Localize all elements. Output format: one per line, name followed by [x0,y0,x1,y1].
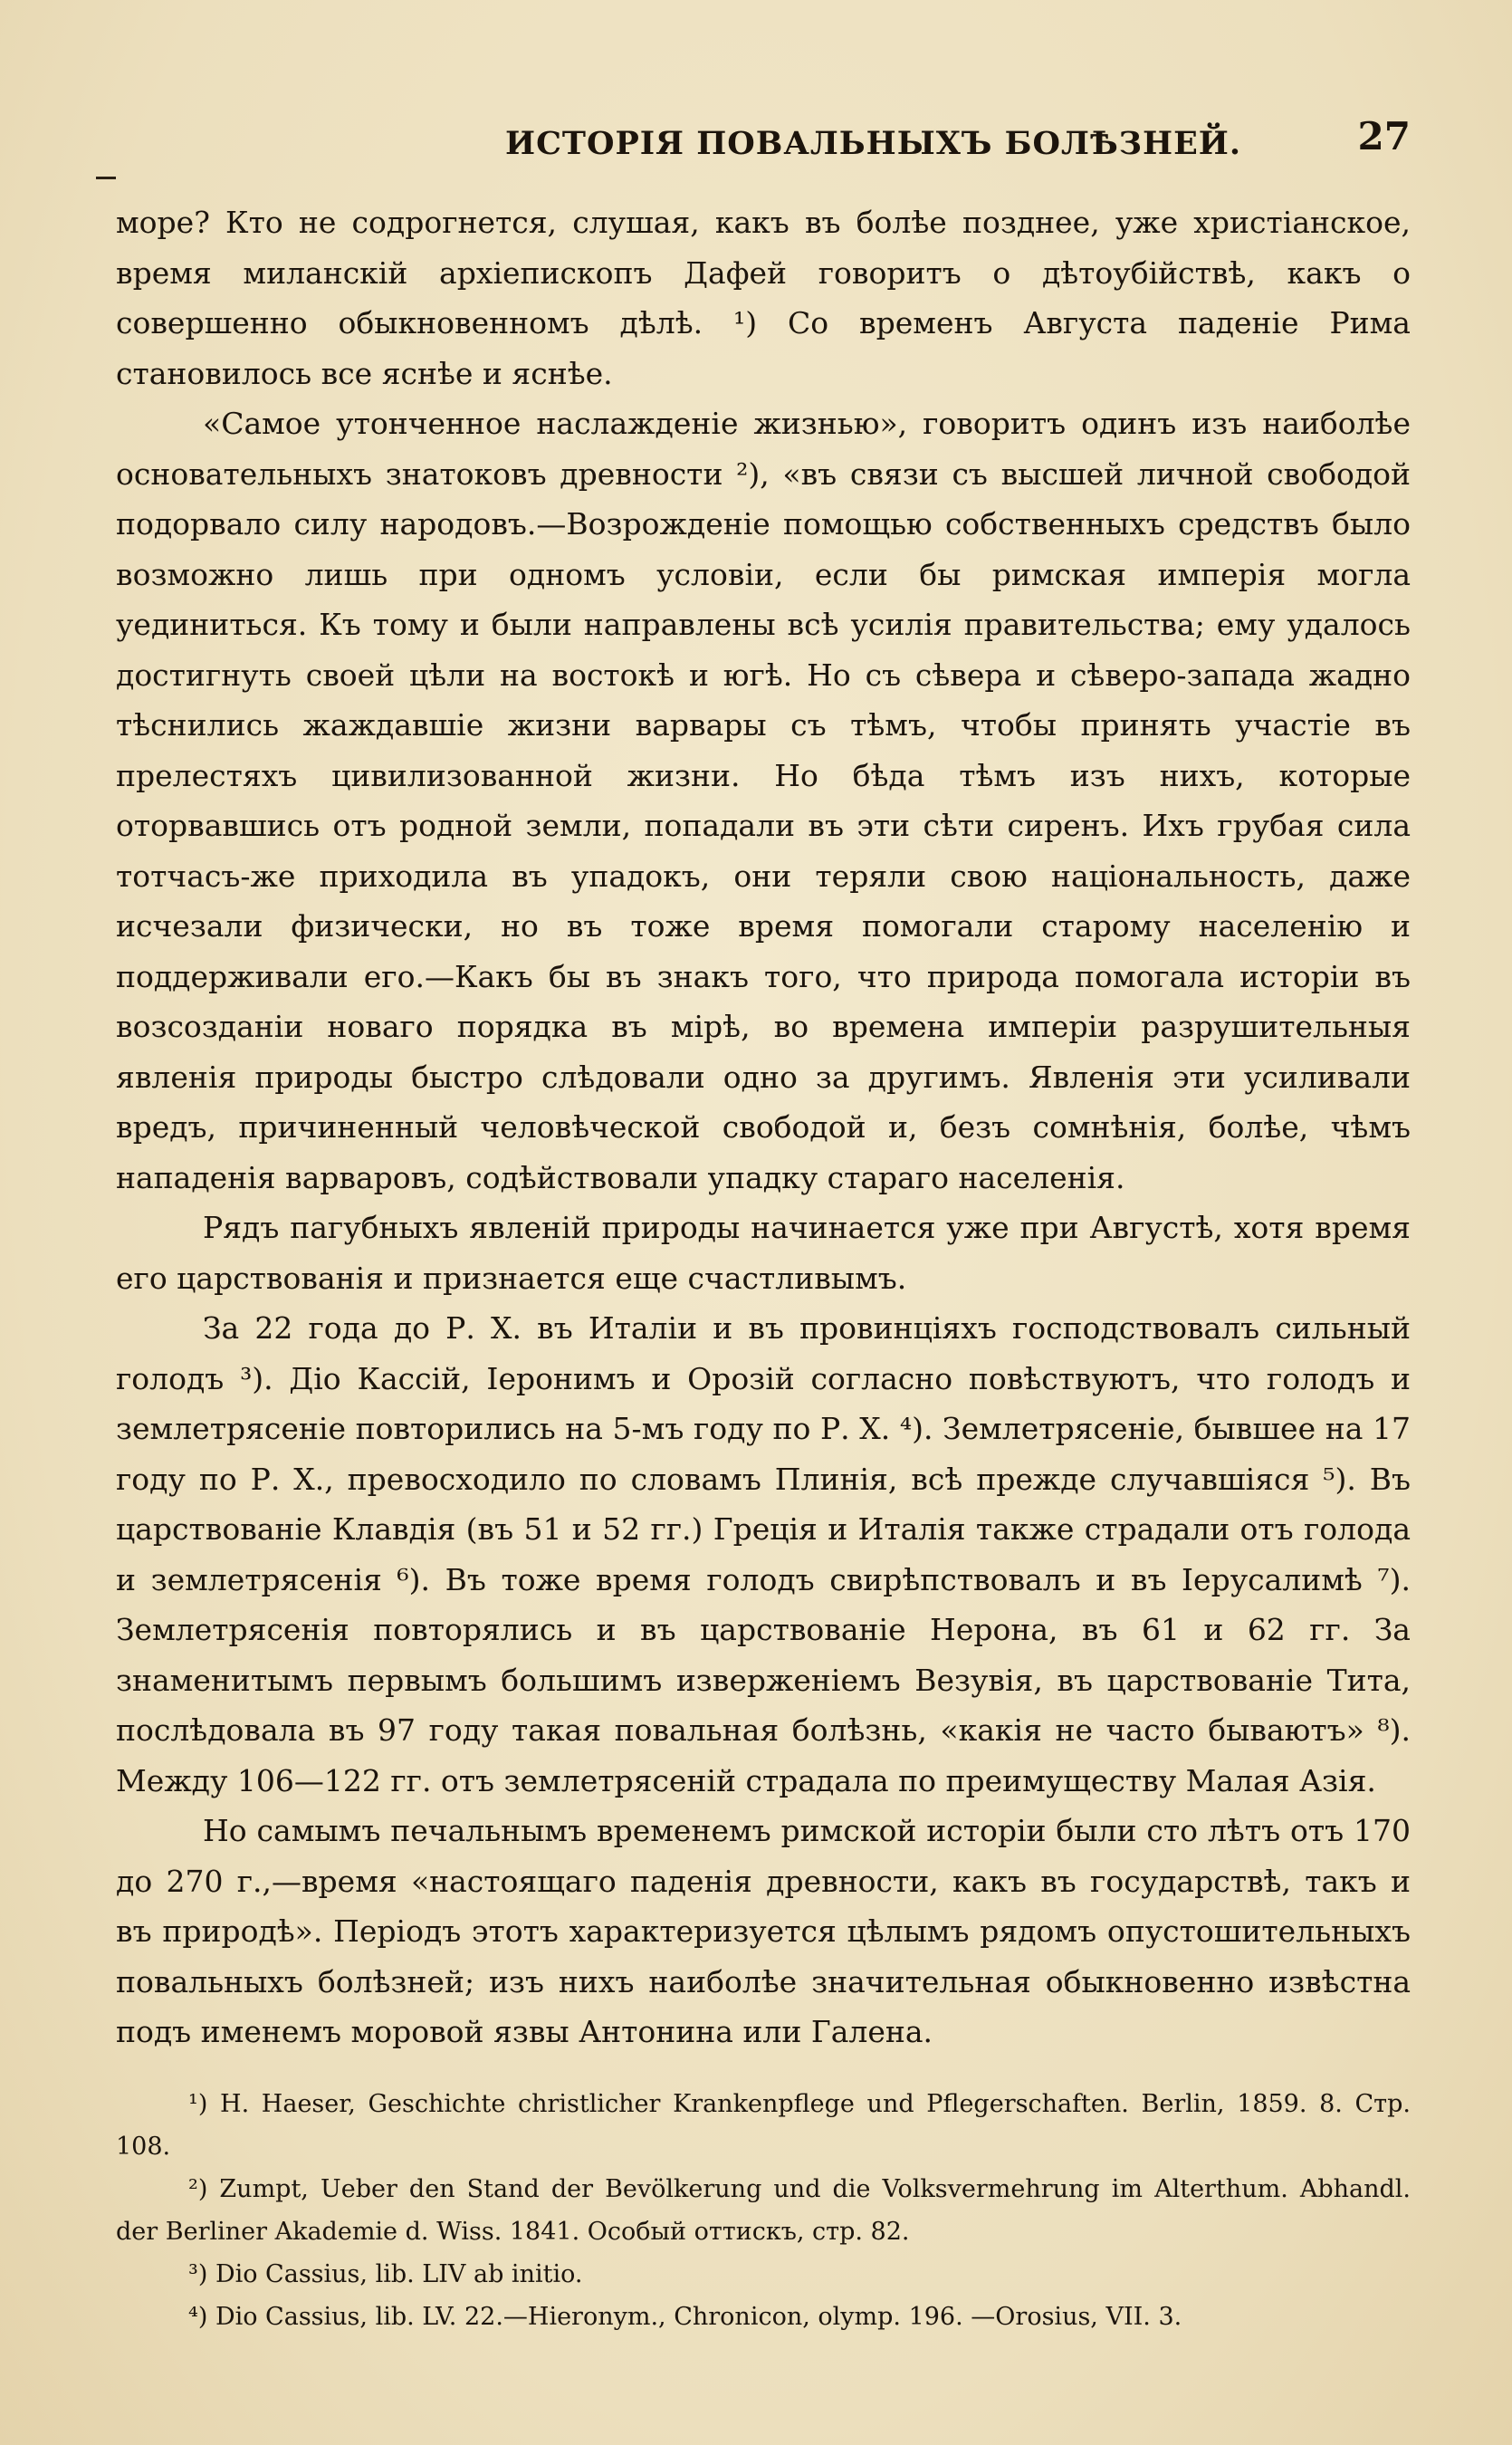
footnotes [116,2083,1411,2338]
paragraph: «Самое утонченное наслажденіе жизнью», говоритъ одинъ изъ наиболѣе основательныхъ знатоковъ древности ²), «въ связи съ высшей личной свободой подорвало силу народовъ.—Возрожденіе помощью собственныхъ средствъ было возможно лишь при одномъ условіи, если бы римская имперія могла уединиться. Къ тому и были направлены всѣ усилія правительства; ему удалось достигнуть своей цѣли на востокѣ и югѣ. Но съ сѣвера и сѣверо-запада жадно тѣснились жаждавшіе жизни варвары съ тѣмъ, чтобы принять участіе въ прелестяхъ цивилизованной жизни. Но бѣда тѣмъ изъ нихъ, которые оторвавшись отъ родной земли, попадали въ эти сѣти сиренъ. Ихъ грубая сила тотчасъ-же приходила въ упадокъ, они теряли свою національность, даже исчезали физически, но въ тоже время помогали старому населенію и поддерживали его.—Какъ бы въ знакъ того, что природа помогала исторіи въ возсозданіи новаго порядка въ мірѣ, во времена имперіи разрушительныя явленія природы быстро слѣдовали одно за другимъ. Явленія эти усиливали вредъ, причиненный человѣческой свободой и, безъ сомнѣнія, болѣе, чѣмъ нападенія варваровъ, содѣйствовали упадку стараго населенія. [116,406,1411,1195]
paragraph: За 22 года до Р. Х. въ Италіи и въ провинціяхъ господствовалъ сильный голодъ ³). Діо Кассій, Іеронимъ и Орозій согласно повѣствуютъ, что голодъ и землетрясеніе повторились на 5-мъ году по Р. Х. ⁴). Землетрясеніе, бывшее на 17 году по Р. Х., превосходило по словамъ Плинія, всѣ прежде случавшіяся ⁵). Въ царствованіе Клавдія (въ 51 и 52 гг.) Греція и Италія также страдали отъ голода и землетрясенія ⁶). Въ тоже время голодъ свирѣпствовалъ и въ Іерусалимѣ ⁷). Землетрясенія повторялись и въ царствованіе Нерона, въ 61 и 62 гг. За знаменитымъ первымъ большимъ изверженіемъ Везувія, въ царствованіе Тита, послѣдовала въ 97 году такая повальная болѣзнь, «какія не часто бываютъ» ⁸). Между 106—122 гг. отъ землетрясеній страдала по преимуществу Малая Азія. [116,1310,1411,1798]
footnote: ²) Zumpt, Ueber den Stand der Bevölkerung und die Volksvermehrung im Alterthum. Abhandl. der Berliner Akademie d. Wiss. 1841. Особый оттискъ, стр. 82. [116,2175,1411,2246]
footnote: ³) Dio Cassius, lib. LIV ab initio. [188,2260,583,2288]
page-number: 27 [1357,114,1411,158]
body-text [116,197,1411,2057]
paragraph: Но самымъ печальнымъ временемъ римской исторіи были сто лѣтъ отъ 170 до 270 г.,—время «настоящаго паденія древности, какъ въ государствѣ, такъ и въ природѣ». Періодъ этотъ характеризуется цѣлымъ рядомъ опустошительныхъ повальныхъ болѣзней; изъ нихъ наиболѣе значительная обыкновенно извѣстна подъ именемъ моровой язвы Антонина или Галена. [116,1813,1411,2049]
footnote: ⁴) Dio Cassius, lib. LV. 22.—Hieronym., Chronicon, olymp. 196. —Orosius, VII. 3. [188,2303,1182,2331]
paragraph: море? Кто не содрогнется, слушая, какъ въ болѣе позднее, уже христіанское, время миланскій архіепископъ Дафей говоритъ о дѣтоубійствѣ, какъ о совершенно обыкновенномъ дѣлѣ. ¹) Со временъ Августа паденіе Рима становилось все яснѣе и яснѣе. [116,205,1411,391]
margin-mark [96,177,116,179]
running-title: ИСТОРІЯ ПОВАЛЬНЫХЪ БОЛѢЗНЕЙ. [505,125,1242,162]
footnote: ¹) H. Haeser, Geschichte christlicher Krankenpflege und Pflegerschaften. Berlin, 1859. 8. Стр. 108. [116,2090,1411,2161]
page-header [116,107,1420,161]
paragraph: Рядъ пагубныхъ явленій природы начинается уже при Августѣ, хотя время его царствованія и признается еще счастливымъ. [116,1210,1411,1296]
